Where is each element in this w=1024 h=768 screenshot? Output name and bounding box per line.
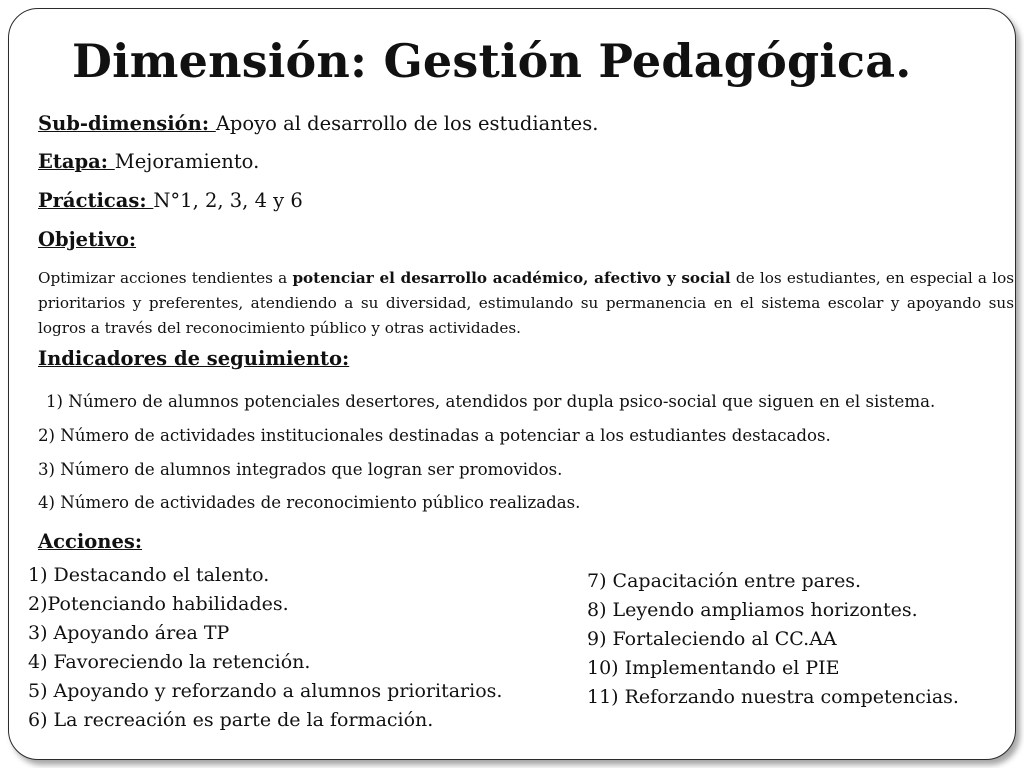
accion-item: 2)Potenciando habilidades.	[28, 593, 289, 615]
objetivo-text-bold: potenciar el desarrollo académico, afectivo y social	[292, 269, 731, 287]
indicador-item-4: 4) Número de actividades de reconocimiento público realizadas.	[38, 493, 581, 512]
acciones-list-right	[587, 567, 959, 712]
accion-item: 5) Apoyando y reforzando a alumnos prioritarios.	[28, 680, 503, 702]
accion-item: 7) Capacitación entre pares.	[587, 570, 862, 592]
acciones-heading	[38, 530, 142, 553]
indicador-item-2: 2) Número de actividades institucionales destinadas a potenciar a los estudiantes destacados.	[38, 426, 831, 445]
subdimension-label: Sub-dimensión:	[38, 112, 216, 135]
accion-item: 6) La recreación es parte de la formación.	[28, 709, 434, 731]
acciones-label: Acciones:	[38, 530, 143, 553]
subdimension-value: Apoyo al desarrollo de los estudiantes.	[215, 112, 599, 135]
accion-item: 8) Leyendo ampliamos horizontes.	[587, 599, 918, 621]
etapa-line	[38, 150, 259, 173]
slide-title: Dimensión: Gestión Pedagógica.	[72, 34, 912, 88]
accion-item: 1) Destacando el talento.	[28, 564, 270, 586]
accion-item: 4) Favoreciendo la retención.	[28, 651, 311, 673]
acciones-list-left	[28, 561, 502, 735]
indicadores-heading	[38, 347, 349, 370]
practicas-label: Prácticas:	[38, 189, 154, 212]
objetivo-heading	[38, 228, 136, 251]
accion-item: 3) Apoyando área TP	[28, 622, 230, 644]
etapa-value: Mejoramiento.	[114, 150, 260, 173]
indicador-item-1: 1) Número de alumnos potenciales desertores, atendidos por dupla psico-social que siguen en el sistema.	[46, 392, 936, 411]
objetivo-text-before: Optimizar acciones tendientes a	[38, 269, 293, 287]
practicas-line	[38, 189, 303, 212]
objetivo-text	[38, 266, 1014, 341]
accion-item: 9) Fortaleciendo al CC.AA	[587, 628, 837, 650]
objetivo-label: Objetivo:	[38, 228, 137, 251]
indicadores-label: Indicadores de seguimiento:	[38, 347, 350, 370]
indicador-item-3: 3) Número de alumnos integrados que logran ser promovidos.	[38, 460, 563, 479]
objetivo-text-after: de los estudiantes, en especial a los prioritarios y preferentes, atendiendo a su diversidad, estimulando su permanencia en el sistema escolar y apoyando sus logros a través del reconocimiento público y otras actividades.	[38, 269, 1015, 337]
practicas-value: N°1, 2, 3, 4 y 6	[153, 189, 303, 212]
accion-item: 10) Implementando el PIE	[587, 657, 840, 679]
accion-item: 11) Reforzando nuestra competencias.	[587, 686, 959, 708]
etapa-label: Etapa:	[38, 150, 115, 173]
subdimension-line	[38, 112, 598, 135]
